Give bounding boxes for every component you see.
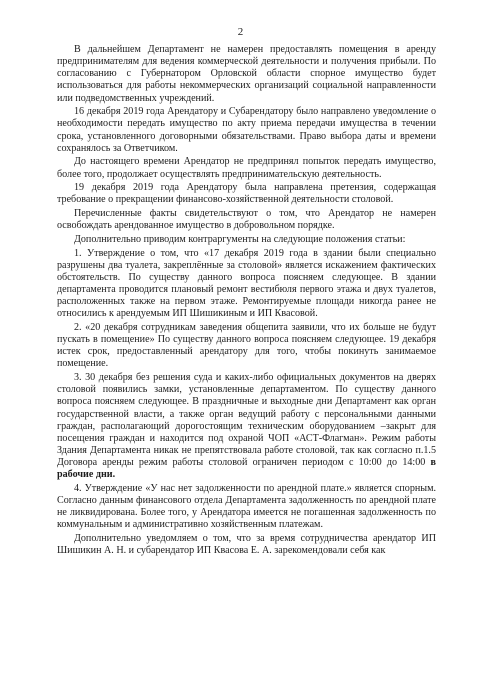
paragraph-no-attempts: До настоящего времени Арендатор не предпринял попыток передать имущество, более того, продолжает осуществлять предпринимательскую деятельность.	[57, 156, 436, 180]
paragraph-counterarguments-intro: Дополнительно приводим контраргументы на следующие положения статьи:	[74, 233, 406, 245]
paragraph-point-2: 2. «20 декабря сотрудникам заведения общепита заявили, что их больше не будут пускать в помещение» По существу данного вопроса поясняем следующее. 19 декабря истек срок, предоставленный арендатору для того, чтобы покинуть занимаемое помещение.	[57, 321, 436, 370]
paragraph-point-3-bold: в рабочие дни.	[57, 457, 436, 481]
paragraph-claim-19-dec: 19 декабря 2019 года Арендатору была направлена претензия, содержащая требование о прекращении финансово-хозяйственной деятельности столовой.	[57, 182, 436, 206]
paragraph-facts: Перечисленные факты свидетельствуют о том, что Арендатор не намерен освобождать арендованное имущество в добровольном порядке.	[57, 208, 436, 232]
page-number: 2	[237, 26, 244, 38]
paragraph-departament-intentions: В дальнейшем Департамент не намерен предоставлять помещения в аренду предпринимателям для ведения коммерческой деятельности и получения прибыли. По согласованию с Губернатором Орловской области спорное имущество будет использоваться для работы некоммерческих организаций социальной направленности или подведомственных учреждений.	[57, 44, 436, 104]
paragraph-point-4: 4. Утверждение «У нас нет задолженности по арендной плате.» является спорным. Согласно данным финансового отдела Департамента задолженность по арендной плате не ликвидирована. Более того, у Арендатора имеется не погашенная задолженность по коммунальным и административно хозяйственным платежам.	[57, 482, 436, 531]
paragraph-point-1: 1. Утверждение о том, что «17 декабря 2019 года в здании были специально разрушены два туалета, закреплённые за столовой» является искажением фактических обстоятельств. По существу данного вопроса поясняем следующее. В здании департамента проводится плановый ремонт вестибюля первого этажа и двух туалетов, расположенных также на первом этаже. Ремонтируемые площади никогда ранее не относились к арендуемым ИП Шишикиным и ИП Квасовой.	[57, 247, 436, 320]
paragraph-notification-16-dec: 16 декабря 2019 года Арендатору и Субарендатору было направлено уведомление о необходимости передать имущество по акту приема передачи имущества в течении срока, установленного договорными обязательствами. Право выбора даты и времени сохранялось за Ответчиком.	[57, 106, 436, 154]
paragraph-point-3-text: 3. 30 декабря без решения суда и каких-либо официальных документов на дверях столовой появились замки, установленные департаментом. По существу данного вопроса поясняем следующее. В праздничные и выходные дни Департамент как орган государственной власти, а также орган ведущий работу с персональными данными граждан, располагающий дорогостоящим техническим оборудованием –закрыт для посещения граждан и находится под охраной ЧОП «АСТ-Флагман». Режим работы Здания Департамента никак не препятствовала работе столовой, так как согласно п.1.5 Договора аренды режим работы столовой ограничен периодом с 10:00 до 14:00	[57, 372, 436, 469]
document-body	[57, 44, 436, 557]
paragraph-point-3	[57, 372, 436, 481]
paragraph-additional-notice: Дополнительно уведомляем о том, что за время сотрудничества арендатор ИП Шишикин А. Н. и субарендатор ИП Квасова Е. А. зарекомендовали себя как	[57, 533, 436, 557]
